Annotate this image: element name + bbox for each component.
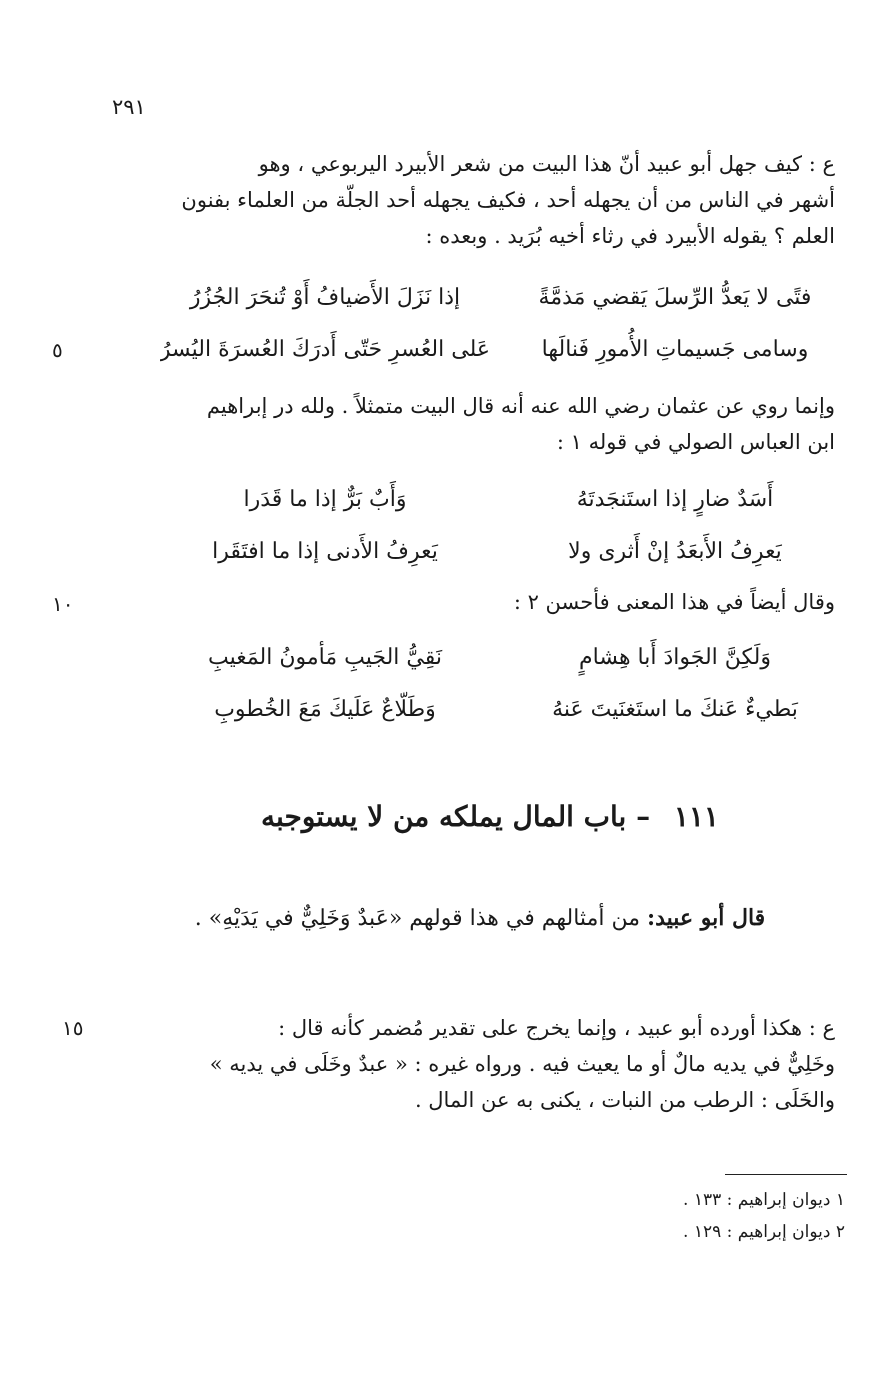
text-line: والخَلَى : الرطب من النبات ، يكنى به عن المال . — [414, 1088, 835, 1112]
verse-first-hemistich: بَطيءٌ عَنكَ ما استَغنَيتَ عَنهُ — [552, 697, 798, 722]
chapter-intro — [150, 905, 810, 931]
text-line: وقال أيضاً في هذا المعنى فأحسن ٢ : — [513, 590, 835, 614]
poem-block-2 — [160, 474, 840, 578]
chapter-title: باب المال يملكه من لا يستوجبه — [261, 800, 627, 833]
speaker-label: قال أبو عبيد: — [647, 905, 766, 931]
poem-block-3 — [160, 632, 840, 736]
verse-second-hemistich: وَطَلّاعٌ عَلَيكَ مَعَ الخُطوبِ — [214, 697, 436, 722]
paragraph-2 — [100, 388, 835, 460]
verse-line — [160, 272, 840, 324]
text-line: وخَلِيٌّ في يديه مالٌ أو ما يعيث فيه . ورواه غيره : « عبدٌ وخَلَى في يديه » — [209, 1052, 835, 1076]
line-marker-15: ١٥ — [62, 1016, 84, 1040]
verse-second-hemistich: يَعرِفُ الأَدنى إذا ما افتَقَرا — [212, 539, 438, 564]
footnote-2: ٢ ديوان إبراهيم : ١٢٩ . — [683, 1222, 845, 1242]
text-line: ع : هكذا أورده أبو عبيد ، وإنما يخرج على تقدير مُضمر كأنه قال : — [278, 1016, 835, 1040]
text-line: العلم ؟ يقوله الأبيرد في رثاء أخيه بُرَيد . وبعده : — [425, 224, 835, 248]
footnote-1: ١ ديوان إبراهيم : ١٣٣ . — [683, 1190, 845, 1210]
line-marker-10: ١٠ — [52, 592, 74, 616]
page-number: ٢٩١ — [112, 95, 146, 119]
chapter-number: ١١١ — [673, 800, 719, 833]
text-line: وإنما روي عن عثمان رضي الله عنه أنه قال البيت متمثلاً . ولله در إبراهيم — [206, 394, 835, 418]
verse-line — [160, 324, 840, 376]
text-line: ابن العباس الصولي في قوله ١ : — [556, 430, 835, 454]
verse-first-hemistich: وَلَكِنَّ الجَوادَ أَبا هِشامٍ — [579, 645, 771, 670]
footnote-separator — [725, 1174, 847, 1175]
verse-second-hemistich: عَلى العُسرِ حَتّى أَدرَكَ العُسرَةَ اليُسرُ — [160, 337, 490, 362]
verse-line — [160, 526, 840, 578]
text-line: ع : كيف جهل أبو عبيد أنّ هذا البيت من شعر الأبيرد اليربوعي ، وهو — [258, 152, 835, 176]
verse-second-hemistich: نَقِيُّ الجَيبِ مَأمونُ المَغيبِ — [207, 645, 442, 670]
verse-second-hemistich: إذا نَزَلَ الأَضيافُ أَوْ تُنحَرَ الجُزُرُ — [189, 285, 461, 310]
verse-first-hemistich: وسامى جَسيماتِ الأُمورِ فَنالَها — [541, 337, 809, 362]
verse-second-hemistich: وَأَبٌ بَرٌّ إذا ما قَدَرا — [243, 487, 407, 512]
line-marker-5: ٥ — [52, 338, 63, 362]
intro-text: من أمثالهم في هذا قولهم «عَبدٌ وَخَلِيٌّ في يَدَيْهِ» . — [194, 906, 640, 931]
paragraph-4 — [100, 1010, 835, 1118]
paragraph-1 — [100, 146, 835, 254]
paragraph-3 — [100, 584, 835, 620]
verse-first-hemistich: أَسَدٌ ضارٍ إذا استَنجَدتَهُ — [576, 487, 774, 512]
verse-first-hemistich: يَعرِفُ الأَبعَدُ إنْ أَثرى ولا — [568, 539, 782, 564]
verse-line — [160, 632, 840, 684]
verse-first-hemistich: فتًى لا يَعدُّ الرِّسلَ يَقضي مَذمَّةً — [538, 285, 812, 310]
chapter-heading — [180, 800, 800, 833]
poem-block-1 — [160, 272, 840, 376]
chapter-dash: – — [636, 800, 651, 833]
text-line: أشهر في الناس من أن يجهله أحد ، فكيف يجهله أحد الجلّة من العلماء بفنون — [181, 188, 835, 212]
verse-line — [160, 474, 840, 526]
verse-line — [160, 684, 840, 736]
